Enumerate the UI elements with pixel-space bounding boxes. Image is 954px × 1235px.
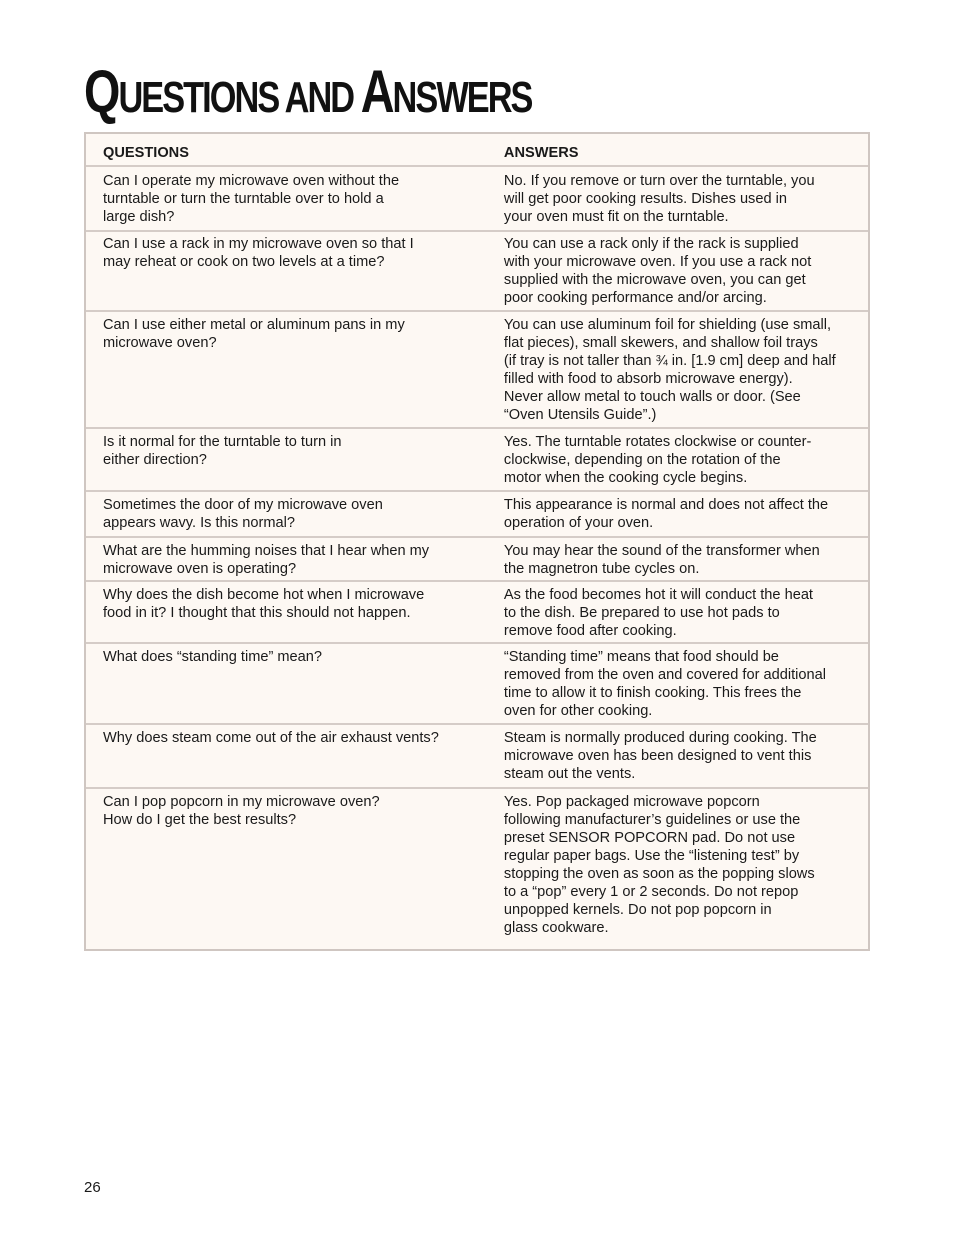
table-row: [86, 165, 868, 230]
question-cell: Why does the dish become hot when I microwave food in it? I thought that this should not happen.: [103, 587, 425, 621]
page-number: 26: [84, 1179, 101, 1196]
title-part-2: NSWERS: [392, 73, 532, 122]
table-row: [86, 642, 868, 723]
answer-cell: This appearance is normal and does not affect the operation of your oven.: [503, 497, 829, 531]
table-row: [86, 230, 868, 310]
question-cell: What does “standing time” mean?: [103, 649, 323, 665]
answer-cell: You can use a rack only if the rack is supplied with your microwave oven. If you use a rack not supplied with the microwave oven, you can get poor cooking performance and/or arcing.: [503, 236, 812, 306]
page-title: [84, 60, 531, 130]
answer-cell: Steam is normally produced during cooking. The microwave oven has been designed to vent this steam out the vents.: [503, 730, 817, 782]
question-cell: Can I use either metal or aluminum pans in my microwave oven?: [103, 317, 405, 351]
question-cell: Can I use a rack in my microwave oven so that I may reheat or cook on two levels at a time?: [103, 236, 414, 270]
questions-answers-table: [84, 132, 870, 951]
question-cell: Can I operate my microwave oven without the turntable or turn the turntable over to hold a large dish?: [103, 173, 400, 225]
question-cell: Why does steam come out of the air exhaust vents?: [103, 730, 439, 746]
table-row: [86, 427, 868, 490]
table-row: [86, 536, 868, 580]
table-row: [86, 723, 868, 787]
table-row: [86, 490, 868, 536]
answer-cell: Yes. Pop packaged microwave popcorn following manufacturer’s guidelines or use the preset SENSOR POPCORN pad. Do not use regular paper bags. Use the “listening test” by stopping the oven as soon as the popping slows to a “pop” every 1 or 2 seconds. Do not repop unpopped kernels. Do not pop popcorn in glass cookware.: [503, 794, 815, 936]
answer-cell: You can use aluminum foil for shielding (use small, flat pieces), small skewers, and shallow foil trays (if tray is not taller than ¾ in. [1.9 cm] deep and half filled with food to absorb microwave energy). Never allow metal to touch walls or door. (See “Oven Utensils Guide”.): [503, 317, 836, 423]
question-cell: Is it normal for the turntable to turn in either direction?: [103, 434, 342, 468]
answer-cell: Yes. The turntable rotates clockwise or counter- clockwise, depending on the rotation of the motor when the cooking cycle begins.: [503, 434, 812, 486]
answer-cell: As the food becomes hot it will conduct the heat to the dish. Be prepared to use hot pads to remove food after cooking.: [503, 587, 813, 639]
title-part-1: UESTIONS AND: [118, 73, 361, 122]
answer-cell: “Standing time” means that food should be removed from the oven and covered for additional time to allow it to finish cooking. This frees the oven for other cooking.: [503, 649, 826, 719]
question-cell: Can I pop popcorn in my microwave oven? How do I get the best results?: [103, 794, 380, 828]
question-cell: Sometimes the door of my microwave oven appears wavy. Is this normal?: [103, 497, 383, 531]
questions-column-header: QUESTIONS: [103, 145, 189, 161]
table-row: [86, 787, 868, 949]
table-row: [86, 310, 868, 427]
answers-column-header: ANSWERS: [503, 145, 579, 161]
answer-cell: You may hear the sound of the transformer when the magnetron tube cycles on.: [503, 543, 820, 577]
title-initial-a: A: [360, 58, 393, 125]
answer-cell: No. If you remove or turn over the turntable, you will get poor cooking results. Dishes used in your oven must fit on the turntable.: [503, 173, 815, 225]
title-initial-q: Q: [84, 58, 119, 125]
question-cell: What are the humming noises that I hear when my microwave oven is operating?: [103, 543, 430, 577]
table-header-row: [86, 134, 868, 165]
table-row: [86, 580, 868, 642]
